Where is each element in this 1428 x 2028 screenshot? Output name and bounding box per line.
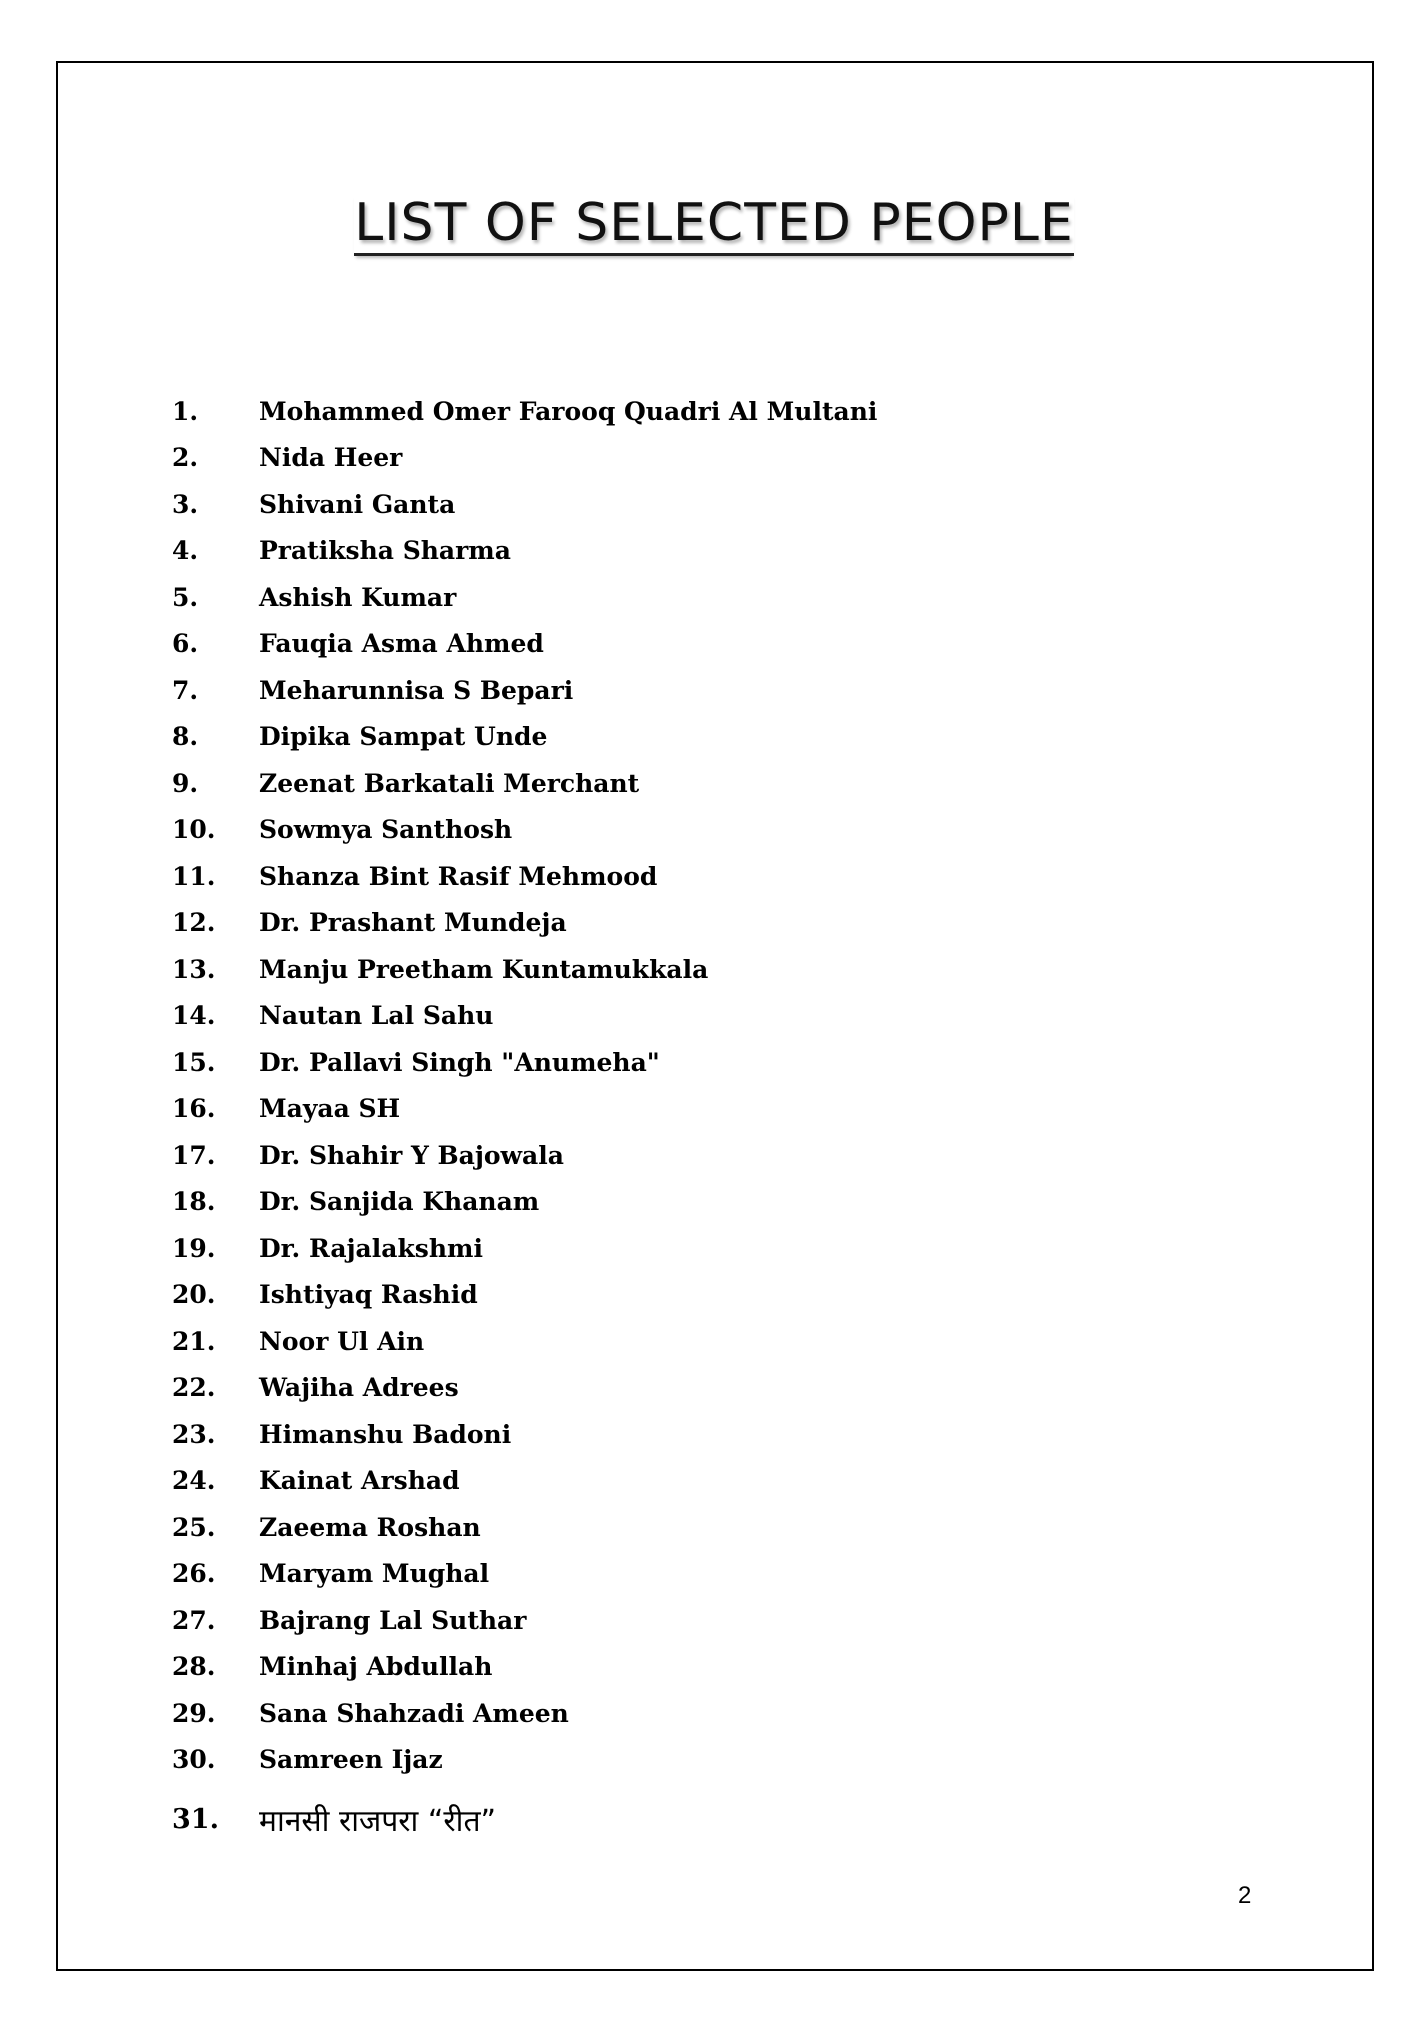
list-item-number: 19. xyxy=(172,1233,216,1263)
list-item-name: Shanza Bint Rasif Mehmood xyxy=(259,861,658,891)
list-item xyxy=(172,388,877,435)
list-item-name: Manju Preetham Kuntamukkala xyxy=(259,954,709,984)
list-item-number: 11. xyxy=(172,861,216,891)
list-item-name: Dr. Sanjida Khanam xyxy=(259,1187,540,1217)
list-item-name: Shivani Ganta xyxy=(259,489,456,519)
list-item xyxy=(172,574,877,621)
list-item-number: 25. xyxy=(172,1512,216,1542)
list-item-number: 10. xyxy=(172,815,216,845)
list-item xyxy=(172,1179,877,1226)
list-item-number: 15. xyxy=(172,1047,216,1077)
list-item-name: Zeenat Barkatali Merchant xyxy=(259,768,640,798)
list-item xyxy=(172,1789,877,1849)
list-item xyxy=(172,1225,877,1272)
list-item-name: Dr. Shahir Y Bajowala xyxy=(259,1140,564,1170)
list-item-number: 4. xyxy=(172,536,199,566)
list-item-number: 7. xyxy=(172,675,199,705)
list-item-number: 6. xyxy=(172,629,199,659)
list-item xyxy=(172,807,877,854)
list-item-name: Ashish Kumar xyxy=(259,582,457,612)
list-item xyxy=(172,621,877,668)
list-item-name: Kainat Arshad xyxy=(259,1466,460,1496)
list-item-number: 21. xyxy=(172,1326,216,1356)
list-item-number: 12. xyxy=(172,908,216,938)
list-item xyxy=(172,1132,877,1179)
list-item-name: Nida Heer xyxy=(259,443,403,473)
list-item-name: Mohammed Omer Farooq Quadri Al Multani xyxy=(259,396,878,426)
list-item-name: Himanshu Badoni xyxy=(259,1419,512,1449)
list-item xyxy=(172,1365,877,1412)
list-item xyxy=(172,853,877,900)
list-item-number: 17. xyxy=(172,1140,216,1170)
list-item xyxy=(172,481,877,528)
list-item-number: 30. xyxy=(172,1745,216,1775)
list-item-number: 13. xyxy=(172,954,216,984)
list-item xyxy=(172,1551,877,1598)
list-item-name: Dr. Rajalakshmi xyxy=(259,1233,483,1263)
list-item-number: 20. xyxy=(172,1280,216,1310)
list-item xyxy=(172,1411,877,1458)
list-item-number: 18. xyxy=(172,1187,216,1217)
list-item-name: Dr. Prashant Mundeja xyxy=(259,908,567,938)
list-item xyxy=(172,1690,877,1737)
list-item-number: 9. xyxy=(172,768,199,798)
list-item-name: Sana Shahzadi Ameen xyxy=(259,1698,569,1728)
list-item-number: 5. xyxy=(172,582,199,612)
list-item-number: 22. xyxy=(172,1373,216,1403)
list-item-name: Wajiha Adrees xyxy=(259,1373,459,1403)
list-item-number: 26. xyxy=(172,1559,216,1589)
list-item-name: Noor Ul Ain xyxy=(259,1326,425,1356)
list-item-name: Dipika Sampat Unde xyxy=(259,722,548,752)
list-item-number: 28. xyxy=(172,1652,216,1682)
list-item xyxy=(172,1644,877,1691)
list-item-name: Maryam Mughal xyxy=(259,1559,490,1589)
list-item xyxy=(172,993,877,1040)
list-item-name: Pratiksha Sharma xyxy=(259,536,511,566)
list-item-name: Meharunnisa S Bepari xyxy=(259,675,574,705)
list-item xyxy=(172,1086,877,1133)
selected-people-list xyxy=(172,388,877,1849)
list-item-name: Mayaa SH xyxy=(259,1094,401,1124)
list-item xyxy=(172,946,877,993)
list-item xyxy=(172,1597,877,1644)
list-item-number: 29. xyxy=(172,1698,216,1728)
page-number: 2 xyxy=(1238,1882,1252,1909)
list-item-name: Minhaj Abdullah xyxy=(259,1652,493,1682)
list-item-number: 14. xyxy=(172,1001,216,1031)
list-item-number: 3. xyxy=(172,489,199,519)
list-item xyxy=(172,1458,877,1505)
list-item xyxy=(172,528,877,575)
list-item xyxy=(172,1504,877,1551)
list-item-name: Samreen Ijaz xyxy=(259,1745,443,1775)
list-item-name: Ishtiyaq Rashid xyxy=(259,1280,478,1310)
list-item-name: Fauqia Asma Ahmed xyxy=(259,629,544,659)
page-title xyxy=(0,193,1428,253)
list-item-number: 27. xyxy=(172,1605,216,1635)
list-item xyxy=(172,667,877,714)
list-item xyxy=(172,760,877,807)
list-item-name: मानसी राजपरा “रीत” xyxy=(259,1803,497,1839)
list-item-name: Sowmya Santhosh xyxy=(259,815,513,845)
list-item-name: Bajrang Lal Suthar xyxy=(259,1605,527,1635)
list-item xyxy=(172,1039,877,1086)
page-title-text: LIST OF SELECTED PEOPLE xyxy=(354,193,1074,256)
list-item xyxy=(172,1737,877,1784)
list-item-name: Dr. Pallavi Singh "Anumeha" xyxy=(259,1047,660,1077)
list-item xyxy=(172,1272,877,1319)
list-item-name: Nautan Lal Sahu xyxy=(259,1001,494,1031)
list-item xyxy=(172,714,877,761)
list-item xyxy=(172,900,877,947)
list-item xyxy=(172,435,877,482)
list-item-number: 31. xyxy=(172,1803,219,1835)
list-item-number: 23. xyxy=(172,1419,216,1449)
list-item xyxy=(172,1318,877,1365)
list-item-number: 8. xyxy=(172,722,199,752)
list-item-number: 24. xyxy=(172,1466,216,1496)
list-item-name: Zaeema Roshan xyxy=(259,1512,481,1542)
list-item-number: 16. xyxy=(172,1094,216,1124)
list-item-number: 1. xyxy=(172,396,199,426)
list-item-number: 2. xyxy=(172,443,199,473)
